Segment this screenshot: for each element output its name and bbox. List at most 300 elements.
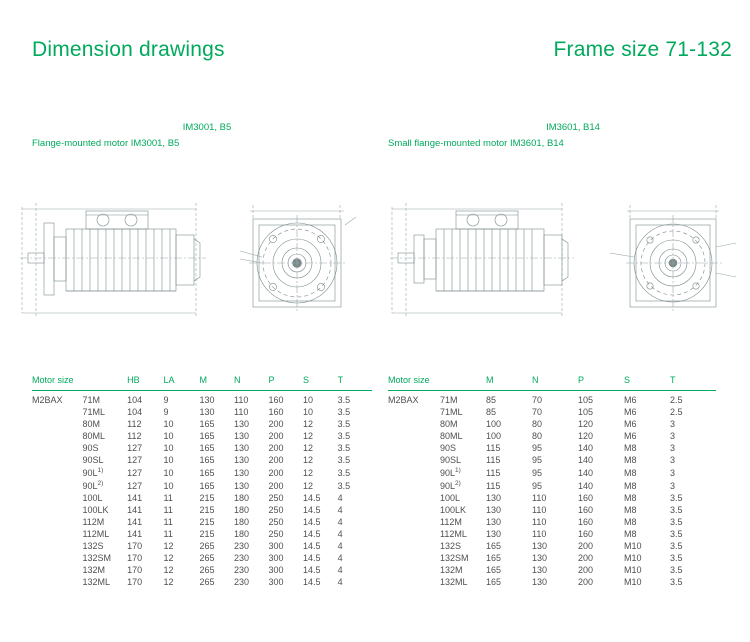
motor-size-cell: 71ML (82, 407, 105, 417)
table-cell: 130 (234, 467, 250, 478)
table-cell: 4 (337, 505, 343, 515)
table-cell: 130 (532, 553, 548, 563)
table-cell: 9 (163, 407, 169, 417)
caption-right-description: Small flange-mounted motor IM3601, B14 (388, 138, 564, 149)
table-cell: 110 (234, 407, 249, 417)
table-cell: 14.5 (303, 493, 321, 503)
table-cell: 180 (234, 505, 250, 515)
table-cell: 85 (486, 395, 497, 405)
column-header: HB (127, 372, 163, 391)
table-cell: 170 (127, 553, 143, 563)
motor-series-label (32, 564, 82, 576)
motor-series-label: M2BAX (388, 395, 419, 405)
dimension-table-right-wrapper (388, 372, 733, 588)
table-cell: 110 (234, 395, 249, 405)
table-cell: 130 (234, 419, 250, 429)
table-cell: 300 (268, 553, 284, 563)
table-row (388, 454, 716, 466)
table-cell: 250 (268, 493, 284, 503)
table-cell: 115 (486, 480, 501, 491)
table-cell: 4 (337, 577, 343, 587)
motor-series-label (32, 418, 82, 430)
table-cell: 104 (127, 395, 143, 405)
table-cell: 4 (337, 517, 343, 527)
table-cell: 141 (127, 517, 143, 527)
table-cell: 165 (199, 419, 215, 429)
table-cell: 130 (532, 541, 548, 551)
table-cell: 10 (163, 455, 174, 465)
table-cell: 100 (486, 431, 502, 441)
table-cell: 215 (199, 493, 215, 503)
motor-series-label (388, 454, 440, 466)
table-row (388, 479, 716, 492)
table-cell: 160 (268, 407, 284, 417)
table-cell: 165 (199, 431, 215, 441)
motor-series-label (388, 430, 440, 442)
motor-size-cell: 132M (440, 565, 463, 575)
caption-left-description: Flange-mounted motor IM3001, B5 (32, 138, 180, 149)
table-cell: 140 (578, 455, 594, 465)
table-cell: 250 (268, 529, 284, 539)
table-cell: 130 (532, 565, 548, 575)
table-cell: 127 (127, 480, 143, 491)
column-header: P (269, 372, 303, 391)
motor-size-cell: 71M (440, 395, 458, 405)
motor-size-cell: 80M (440, 419, 458, 429)
table-cell: 165 (486, 577, 502, 587)
table-row (388, 391, 716, 407)
frame-size-title: Frame size 71-132 (553, 38, 732, 61)
motor-series-label (388, 504, 440, 516)
table-cell: 165 (486, 541, 502, 551)
motor-size-cell: 90S (440, 443, 457, 453)
table-cell: 265 (199, 541, 215, 551)
table-cell: 130 (486, 505, 502, 515)
drawing-im3001-front-view (240, 205, 356, 311)
table-row (32, 442, 372, 454)
table-left-header-row (32, 372, 372, 391)
motor-series-label (388, 492, 440, 504)
drawings-area (0, 185, 750, 345)
table-cell: 10 (163, 467, 174, 478)
table-cell: 130 (532, 577, 548, 587)
table-cell: M8 (624, 517, 637, 527)
motor-size-cell: 100L (440, 493, 461, 503)
motor-series-label (388, 528, 440, 540)
table-cell: 11 (163, 493, 173, 503)
table-row (388, 418, 716, 430)
motor-series-label (32, 492, 82, 504)
motor-size-cell: 132ML (440, 577, 468, 587)
table-cell: 3.5 (670, 529, 683, 539)
motor-size-cell: $90L^{1)}$ (440, 467, 461, 478)
table-row (32, 540, 372, 552)
table-cell: 100 (486, 419, 502, 429)
table-cell: 12 (303, 480, 314, 491)
table-cell: 200 (268, 467, 284, 478)
table-cell: 14.5 (303, 529, 321, 539)
column-header: S (624, 372, 670, 391)
table-cell: 12 (163, 565, 174, 575)
motor-series-label (388, 442, 440, 454)
table-cell: 3.5 (670, 541, 683, 551)
column-header: LA (164, 372, 200, 391)
table-cell: 265 (199, 577, 215, 587)
table-cell: 250 (268, 517, 284, 527)
table-cell: 115 (486, 455, 501, 465)
table-cell: M6 (624, 395, 637, 405)
table-cell: 3.5 (670, 517, 683, 527)
table-cell: M6 (624, 419, 637, 429)
table-cell: 3.5 (337, 407, 351, 417)
table-cell: M8 (624, 493, 637, 503)
table-row (32, 454, 372, 466)
motor-size-cell: $90L^{2)}$ (82, 480, 104, 491)
table-cell: 85 (486, 407, 497, 417)
drawing-im3601-side-view (390, 203, 574, 317)
table-cell: 300 (268, 577, 284, 587)
table-cell: 12 (163, 577, 174, 587)
table-cell: 200 (578, 553, 594, 563)
table-row (388, 552, 716, 564)
motor-size-cell: 100LK (440, 505, 467, 515)
table-cell: 170 (127, 541, 143, 551)
table-row (388, 442, 716, 454)
table-cell: 10 (163, 443, 174, 453)
table-cell: 14.5 (303, 565, 321, 575)
table-cell: 12 (303, 467, 314, 478)
table-cell: M10 (624, 553, 642, 563)
table-cell: 230 (234, 541, 250, 551)
column-header: P (578, 372, 624, 391)
motor-size-cell: 80ML (440, 431, 463, 441)
table-cell: 200 (268, 455, 284, 465)
table-cell: 12 (163, 553, 174, 563)
table-cell: 165 (199, 443, 215, 453)
motor-size-cell: 90SL (82, 455, 104, 465)
table-cell: 110 (532, 529, 547, 539)
table-cell: 200 (578, 565, 594, 575)
table-cell: M8 (624, 529, 637, 539)
table-cell: 200 (268, 431, 284, 441)
table-row (388, 406, 716, 418)
table-cell: 130 (199, 407, 215, 417)
footnote-marker: 2) (97, 480, 104, 487)
table-cell: 200 (578, 577, 594, 587)
table-cell: 165 (199, 467, 215, 478)
table-row (32, 391, 372, 407)
table-cell: 170 (127, 577, 143, 587)
motor-size-cell: 132M (82, 565, 105, 575)
motor-series-label (388, 564, 440, 576)
table-row (32, 516, 372, 528)
table-row (388, 430, 716, 442)
table-cell: 130 (199, 395, 215, 405)
table-cell: 9 (163, 395, 169, 405)
table-cell: 160 (578, 505, 594, 515)
table-cell: 3 (670, 467, 676, 478)
motor-size-cell: 71M (82, 395, 100, 405)
table-cell: 14.5 (303, 517, 321, 527)
table-cell: 11 (163, 505, 173, 515)
motor-size-cell: $90L^{1)}$ (82, 467, 104, 478)
table-row (32, 492, 372, 504)
table-row (32, 418, 372, 430)
table-row (32, 430, 372, 442)
table-cell: 200 (268, 443, 284, 453)
table-cell: 14.5 (303, 505, 321, 515)
motor-size-cell: 132S (440, 541, 462, 551)
motor-size-cell: 132S (82, 541, 104, 551)
table-cell: 14.5 (303, 577, 321, 587)
table-cell: 95 (532, 455, 543, 465)
motor-size-cell: 132ML (82, 577, 110, 587)
motor-series-label (388, 418, 440, 430)
motor-series-label (388, 479, 440, 492)
table-cell: M8 (624, 455, 637, 465)
table-cell: 3.5 (337, 431, 351, 441)
table-cell: 130 (486, 517, 502, 527)
table-cell: 105 (578, 395, 594, 405)
table-cell: 3 (670, 480, 676, 491)
table-row (388, 576, 716, 588)
dimension-table-left (32, 372, 372, 588)
motor-size-cell: 132SM (82, 553, 111, 563)
table-cell: 11 (163, 517, 173, 527)
table-cell: 180 (234, 493, 250, 503)
technical-drawings (0, 185, 750, 345)
table-cell: 115 (486, 443, 501, 453)
table-cell: 80 (532, 431, 543, 441)
table-cell: 3.5 (337, 455, 351, 465)
table-cell: 3 (670, 443, 676, 453)
table-cell: 115 (486, 467, 501, 478)
table-cell: 165 (486, 553, 502, 563)
table-cell: 3.5 (670, 553, 683, 563)
motor-series-label (32, 479, 82, 492)
table-cell: 130 (486, 529, 502, 539)
table-cell: 110 (532, 505, 547, 515)
table-cell: 3.5 (337, 480, 351, 491)
motor-size-cell: 90SL (440, 455, 462, 465)
table-cell: 14.5 (303, 553, 321, 563)
table-cell: M6 (624, 431, 637, 441)
table-cell: 215 (199, 529, 215, 539)
column-header: T (338, 372, 372, 391)
table-cell: 160 (268, 395, 284, 405)
table-cell: 200 (268, 419, 284, 429)
table-cell: 12 (303, 431, 314, 441)
table-row (388, 564, 716, 576)
table-cell: 130 (234, 443, 250, 453)
table-cell: 4 (337, 493, 343, 503)
table-cell: 3.5 (670, 577, 683, 587)
dimension-table-left-wrapper (32, 372, 372, 588)
dimension-table-right (388, 372, 716, 588)
motor-size-cell: 132SM (440, 553, 469, 563)
motor-size-cell: 100LK (82, 505, 109, 515)
caption-right (388, 120, 738, 152)
table-cell: 265 (199, 553, 215, 563)
column-header: S (303, 372, 338, 391)
table-row (32, 552, 372, 564)
table-cell: 165 (486, 565, 502, 575)
table-row (388, 492, 716, 504)
table-cell: 3.5 (670, 505, 683, 515)
motor-series-label (32, 576, 82, 588)
table-row (388, 528, 716, 540)
table-cell: 120 (578, 419, 594, 429)
table-cell: 3.5 (670, 565, 683, 575)
table-cell: 120 (578, 431, 594, 441)
table-cell: 10 (163, 419, 174, 429)
table-cell: 230 (234, 553, 250, 563)
table-row (32, 564, 372, 576)
column-header: N (234, 372, 268, 391)
motor-series-label (32, 430, 82, 442)
table-cell: 70 (532, 395, 543, 405)
table-cell: 12 (303, 455, 314, 465)
motor-series-label (32, 454, 82, 466)
table-cell: 3.5 (337, 395, 351, 405)
table-cell: 127 (127, 467, 143, 478)
page-title: Dimension drawings (32, 38, 225, 61)
table-cell: 230 (234, 565, 250, 575)
table-cell: 112 (127, 431, 142, 441)
table-cell: 110 (532, 493, 547, 503)
table-cell: 200 (268, 480, 284, 491)
table-cell: 14.5 (303, 541, 321, 551)
table-cell: 160 (578, 529, 594, 539)
table-row (32, 504, 372, 516)
motor-series-label (32, 552, 82, 564)
table-cell: 2.5 (670, 395, 683, 405)
table-cell: 3.5 (670, 493, 683, 503)
table-cell: M8 (624, 505, 637, 515)
table-cell: M8 (624, 467, 637, 478)
table-cell: 165 (199, 455, 215, 465)
motor-series-label (32, 406, 82, 418)
table-cell: 10 (163, 431, 174, 441)
caption-right-code: IM3601, B14 (546, 122, 600, 133)
motor-size-cell: 71ML (440, 407, 463, 417)
table-cell: 10 (163, 480, 174, 491)
table-cell: 110 (532, 517, 547, 527)
page-header (0, 38, 750, 74)
column-header: M (486, 372, 532, 391)
caption-left (32, 120, 362, 152)
table-cell: 4 (337, 529, 343, 539)
table-cell: 95 (532, 480, 543, 491)
table-cell: 130 (234, 480, 250, 491)
table-cell: 12 (303, 443, 314, 453)
table-cell: 3.5 (337, 443, 351, 453)
motor-series-label (388, 466, 440, 479)
table-row (388, 504, 716, 516)
table-cell: 3 (670, 431, 676, 441)
motor-size-cell: $90L^{2)}$ (440, 480, 461, 491)
table-cell: 12 (303, 419, 314, 429)
table-cell: 10 (303, 407, 314, 417)
table-row (32, 576, 372, 588)
table-cell: 141 (127, 505, 143, 515)
table-cell: M10 (624, 577, 642, 587)
motor-series-label (388, 516, 440, 528)
footnote-marker: 1) (455, 467, 461, 474)
footnote-marker: 1) (97, 467, 104, 474)
motor-series-label (388, 576, 440, 588)
table-row (32, 406, 372, 418)
table-cell: 180 (234, 529, 250, 539)
table-cell: 2.5 (670, 407, 683, 417)
table-cell: 141 (127, 493, 143, 503)
table-cell: 140 (578, 443, 594, 453)
table-cell: 70 (532, 407, 543, 417)
motor-series-label (32, 516, 82, 528)
drawing-im3601-front-view (610, 205, 736, 311)
motor-size-cell: 112M (82, 517, 105, 527)
table-cell: 12 (163, 541, 174, 551)
motor-series-label (32, 528, 82, 540)
column-header: M (200, 372, 234, 391)
table-cell: 112 (127, 419, 142, 429)
table-cell: M10 (624, 565, 642, 575)
column-header: Motor size (32, 372, 127, 391)
table-cell: 160 (578, 517, 594, 527)
table-cell: 127 (127, 443, 143, 453)
motor-size-cell: 112M (440, 517, 462, 527)
table-cell: 4 (337, 553, 343, 563)
table-cell: M8 (624, 443, 637, 453)
column-header: T (670, 372, 716, 391)
table-cell: 130 (486, 493, 502, 503)
table-cell: 200 (578, 541, 594, 551)
motor-series-label: M2BAX (32, 395, 63, 405)
table-cell: 300 (268, 541, 284, 551)
table-cell: 215 (199, 517, 215, 527)
table-cell: M10 (624, 541, 642, 551)
table-row (32, 528, 372, 540)
table-cell: 4 (337, 565, 343, 575)
motor-series-label (32, 540, 82, 552)
table-cell: 300 (268, 565, 284, 575)
table-cell: 130 (234, 455, 250, 465)
table-cell: 165 (199, 480, 215, 491)
table-cell: 80 (532, 419, 543, 429)
column-header: Motor size (388, 372, 486, 391)
table-cell: 140 (578, 467, 594, 478)
table-cell: 265 (199, 565, 215, 575)
table-cell: 3.5 (337, 419, 351, 429)
table-row (32, 479, 372, 492)
footnote-marker: 2) (455, 480, 461, 487)
table-cell: 250 (268, 505, 284, 515)
table-cell: 95 (532, 467, 543, 478)
table-cell: 127 (127, 455, 143, 465)
motor-size-cell: 90S (82, 443, 99, 453)
table-row (32, 466, 372, 479)
table-cell: M8 (624, 480, 637, 491)
table-cell: 105 (578, 407, 594, 417)
table-cell: 130 (234, 431, 250, 441)
motor-series-label (32, 504, 82, 516)
table-cell: 4 (337, 541, 343, 551)
motor-series-label (388, 406, 440, 418)
table-row (388, 466, 716, 479)
motor-series-label (32, 442, 82, 454)
table-cell: 95 (532, 443, 543, 453)
motor-size-cell: 80ML (82, 431, 105, 441)
